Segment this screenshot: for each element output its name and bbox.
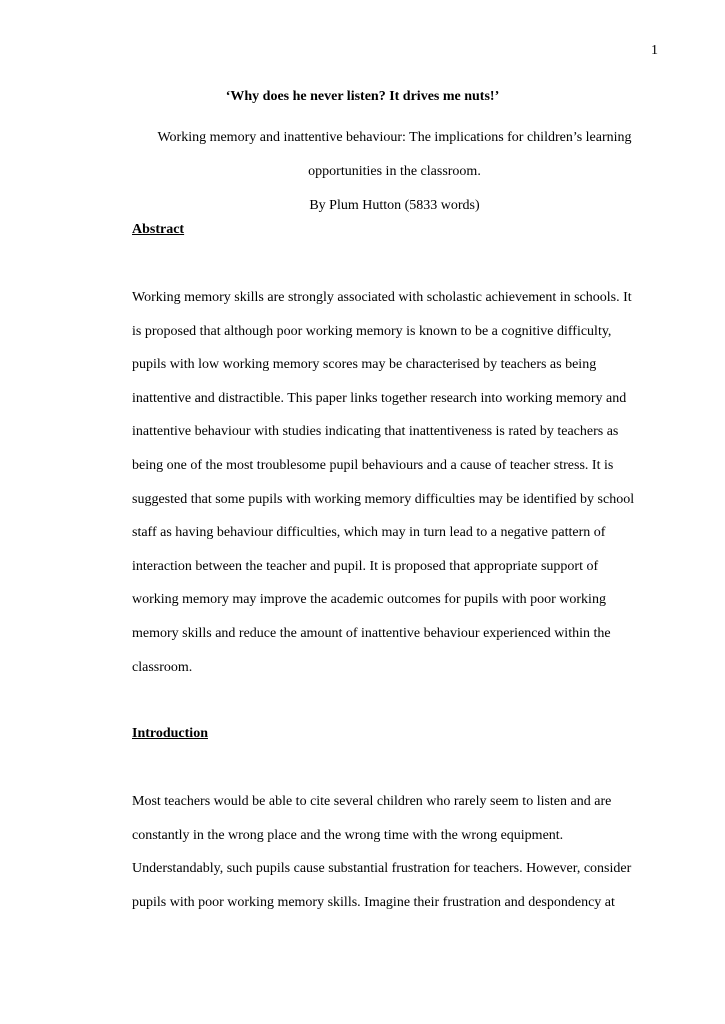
text-line: pupils with low working memory scores may be characterised by teachers as being [132,357,597,373]
text-line: inattentive and distractible. This paper links together research into working memory and [132,390,627,406]
paper-title: ‘Why does he never listen? It drives me nuts!’ [225,89,500,104]
introduction-heading: Introduction [132,726,208,741]
abstract-heading: Abstract [132,222,185,237]
abstract-paragraph [132,281,672,684]
text-line: classroom. [132,659,193,675]
text-line: is proposed that although poor working memory is known to be a cognitive difficulty, [132,323,612,339]
text-line: inattentive behaviour with studies indicating that inattentiveness is rated by teachers as [132,424,619,440]
text-line: constantly in the wrong place and the wrong time with the wrong equipment. [132,827,564,843]
subtitle-line: opportunities in the classroom. [308,164,481,179]
text-line: pupils with poor working memory skills. Imagine their frustration and despondency at [132,894,615,910]
author-line: By Plum Hutton (5833 words) [309,198,480,213]
text-line: working memory may improve the academic outcomes for pupils with poor working [132,592,606,608]
paper-subtitle [132,121,657,223]
introduction-paragraph [132,785,672,919]
subtitle-line: Working memory and inattentive behaviour: The implications for children’s learning [157,130,632,145]
text-line: suggested that some pupils with working memory difficulties may be identified by school [132,491,635,507]
text-line: being one of the most troublesome pupil behaviours and a cause of teacher stress. It is [132,457,614,473]
text-line: Working memory skills are strongly associated with scholastic achievement in schools. It [132,290,632,305]
page-number: 1 [651,43,658,58]
text-line: staff as having behaviour difficulties, which may in turn lead to a negative pattern of [132,525,606,541]
text-line: interaction between the teacher and pupil. It is proposed that appropriate support of [132,558,599,574]
text-line: Understandably, such pupils cause substantial frustration for teachers. However, consider [132,861,632,877]
text-line: memory skills and reduce the amount of inattentive behaviour experienced within the [132,625,611,641]
text-line: Most teachers would be able to cite several children who rarely seem to listen and are [132,794,612,809]
